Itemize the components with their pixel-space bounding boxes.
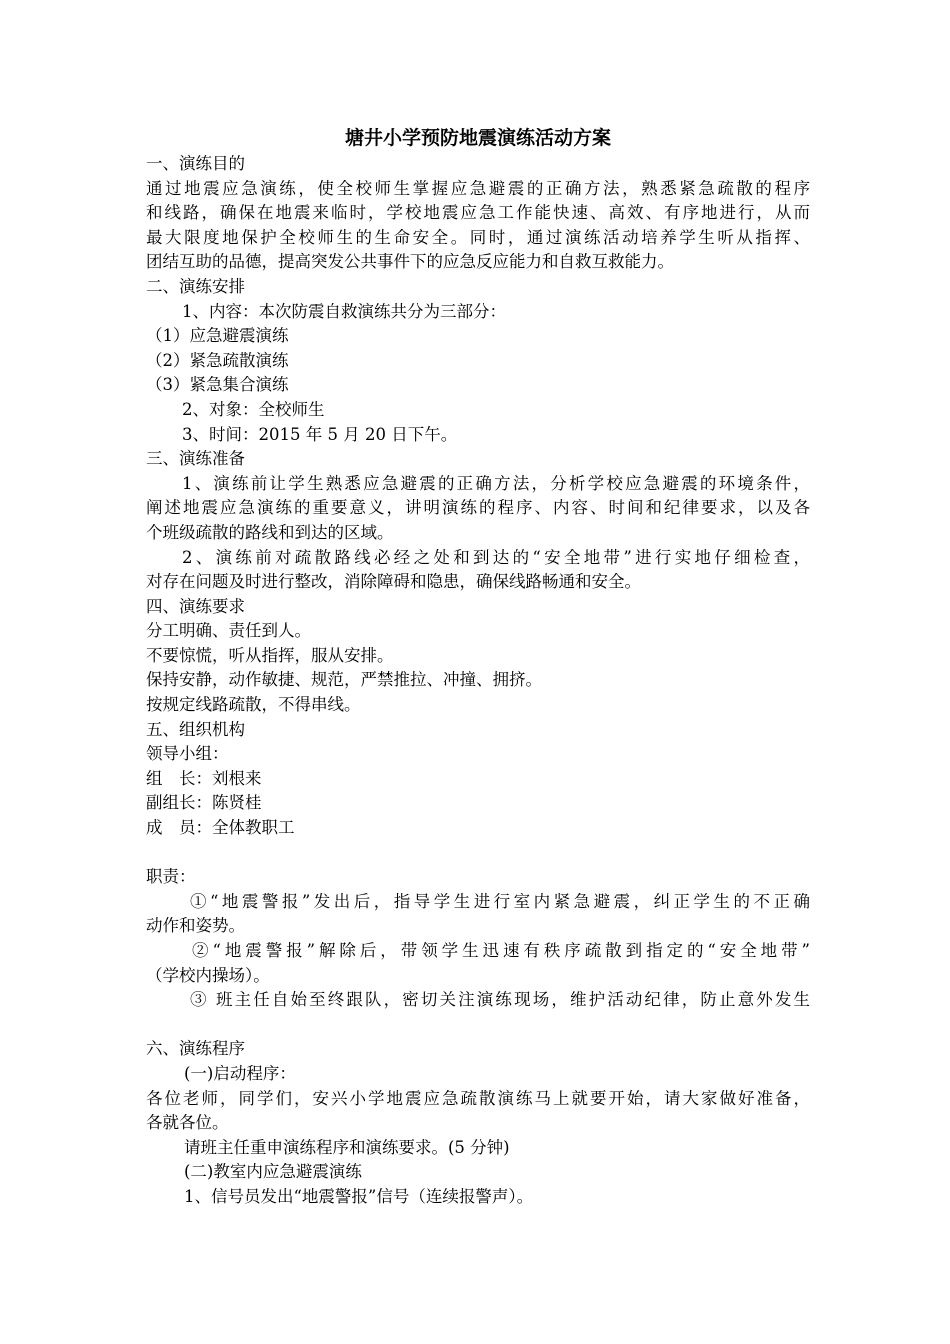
paragraph-line: 1、演练前让学生熟悉应急避震的正确方法，分析学校应急避震的环境条件， bbox=[182, 473, 810, 493]
paragraph-line: 团结互助的品德，提高突发公共事件下的应急反应能力和自救互救能力。 bbox=[146, 252, 674, 272]
section-heading-preparation: 三、演练准备 bbox=[146, 449, 245, 469]
paragraph-line: 动作和姿势。 bbox=[146, 916, 245, 936]
paragraph-line: 2、对象：全校师生 bbox=[182, 399, 325, 419]
section-heading-procedure: 六、演练程序 bbox=[146, 1039, 245, 1059]
paragraph-line: 阐述地震应急演练的重要意义，讲明演练的程序、内容、时间和纪律要求，以及各 bbox=[146, 498, 810, 518]
paragraph-line: 各就各位。 bbox=[146, 1113, 229, 1133]
paragraph-line: (二)教室内应急避震演练 bbox=[184, 1162, 362, 1182]
blank-line bbox=[146, 1013, 810, 1038]
section-heading-purpose: 一、演练目的 bbox=[146, 154, 245, 173]
list-item: 分工明确、责任到人。 bbox=[146, 621, 311, 641]
list-item: 按规定线路疏散，不得串线。 bbox=[146, 695, 361, 715]
paragraph-line: 最大限度地保护全校师生的生命安全。同时，通过演练活动培养学生听从指挥、 bbox=[146, 227, 810, 247]
paragraph-line: 和线路，确保在地震来临时，学校地震应急工作能快速、高效、有序地进行，从而 bbox=[146, 203, 810, 223]
section-heading-requirements: 四、演练要求 bbox=[146, 596, 245, 616]
paragraph-line: ①“地震警报”发出后，指导学生进行室内紧急避震，纠正学生的不正确 bbox=[190, 891, 810, 911]
list-item: （1）应急避震演练 bbox=[146, 326, 289, 346]
paragraph-line: 对存在问题及时进行整改，消除障碍和隐患，确保线路畅通和安全。 bbox=[146, 572, 641, 592]
document-title: 塘井小学预防地震演练活动方案 bbox=[344, 127, 611, 149]
paragraph-line: 组 长：刘根来 bbox=[146, 768, 262, 788]
list-item: （2）紧急疏散演练 bbox=[146, 350, 289, 370]
paragraph-line: 3、时间：2015 年 5 月 20 日下午。 bbox=[182, 424, 458, 444]
paragraph-line: 请班主任重申演练程序和演练要求。(5 分钟) bbox=[184, 1137, 510, 1157]
paragraph-line: 职责： bbox=[146, 867, 196, 887]
paragraph-line: 通过地震应急演练，使全校师生掌握应急避震的正确方法，熟悉紧急疏散的程序 bbox=[146, 178, 810, 198]
list-item: 保持安静，动作敏捷、规范，严禁推拉、冲撞、拥挤。 bbox=[146, 670, 542, 690]
section-heading-arrangement: 二、演练安排 bbox=[146, 276, 245, 296]
list-item: 不要惊慌，听从指挥，服从安排。 bbox=[146, 645, 394, 665]
paragraph-line: (一)启动程序： bbox=[184, 1063, 296, 1083]
paragraph-line: ②“地震警报”解除后，带领学生迅速有秩序疏散到指定的“安全地带” bbox=[192, 941, 810, 960]
paragraph-line: 1、信号员发出“地震警报”信号（连续报警声）。 bbox=[184, 1186, 534, 1206]
paragraph-line: 个班级疏散的路线和到达的区域。 bbox=[146, 522, 394, 542]
paragraph-line: 领导小组： bbox=[146, 744, 229, 764]
paragraph-line: 1、内容：本次防震自救演练共分为三部分： bbox=[182, 301, 506, 321]
paragraph-line: 副组长：陈贤桂 bbox=[146, 793, 262, 813]
section-heading-organization: 五、组织机构 bbox=[146, 719, 245, 739]
paragraph-line: 成 员：全体教职工 bbox=[146, 818, 295, 838]
paragraph-line: 各位老师，同学们，安兴小学地震应急疏散演练马上就要开始，请大家做好准备， bbox=[146, 1088, 810, 1108]
document-page bbox=[146, 124, 810, 1210]
paragraph-line: ③ 班主任自始至终跟队，密切关注演练现场，维护活动纪律，防止意外发生 bbox=[190, 990, 810, 1010]
paragraph-line: 2、演练前对疏散路线必经之处和到达的“安全地带”进行实地仔细检查， bbox=[182, 547, 810, 567]
paragraph-line: （学校内操场）。 bbox=[146, 965, 270, 985]
blank-line bbox=[146, 841, 810, 866]
list-item: （3）紧急集合演练 bbox=[146, 375, 289, 395]
